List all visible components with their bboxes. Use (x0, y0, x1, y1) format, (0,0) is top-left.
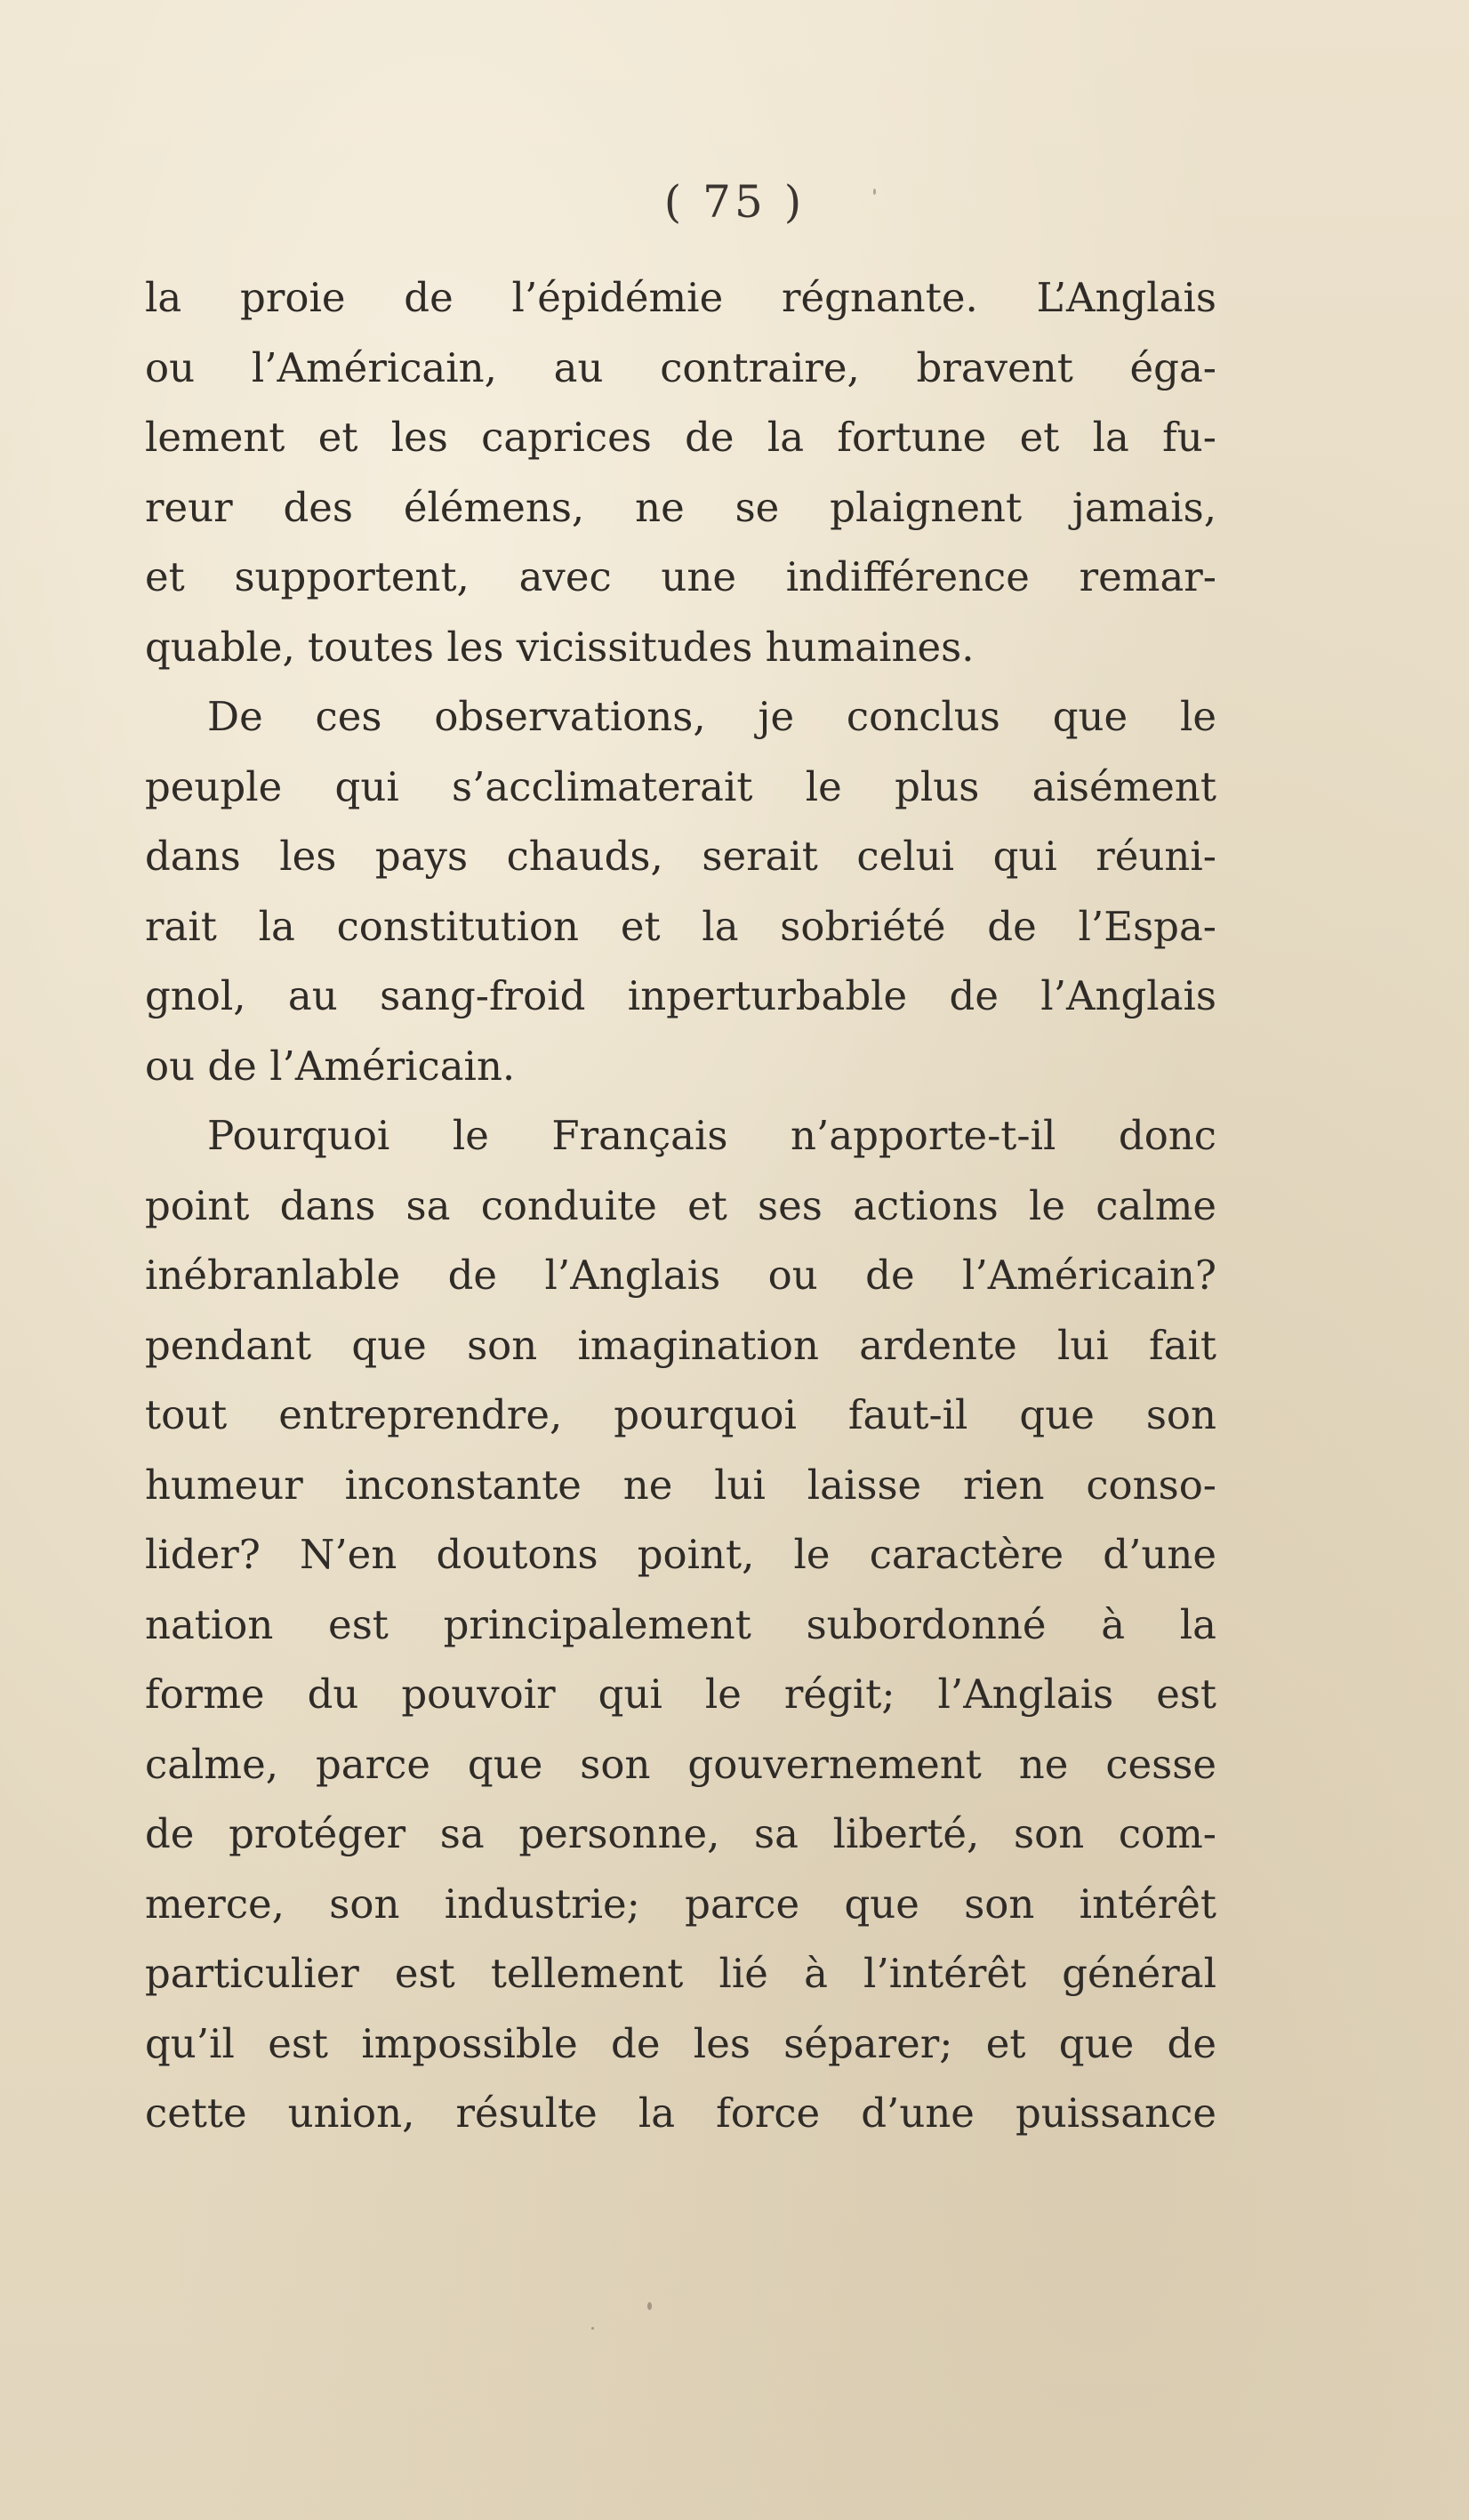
text-line: ou l’Américain, au contraire, bravent éga- (145, 343, 1216, 391)
text-line: la proie de l’épidémie régnante. L’Anglais (145, 274, 1216, 321)
text-line: forme du pouvoir qui le régit; l’Anglais est (145, 1671, 1216, 1718)
text-line: calme, parce que son gouvernement ne cesse (145, 1740, 1216, 1788)
text-line: ou de l’Américain. (145, 1042, 516, 1090)
text-line: point dans sa conduite et ses actions le calme (145, 1181, 1216, 1229)
body-text (145, 263, 1216, 2149)
text-line: dans les pays chauds, serait celui qui réuni- (145, 833, 1216, 880)
paper-speck (647, 2302, 652, 2310)
text-line: inébranlable de l’Anglais ou de l’Américain? (145, 1252, 1216, 1299)
text-line: tout entreprendre, pourquoi faut-il que son (145, 1391, 1216, 1438)
text-line: et supportent, avec une indifférence remar- (145, 553, 1216, 600)
paper-speck (591, 2327, 594, 2330)
text-line: quable, toutes les vicissitudes humaines. (145, 623, 975, 671)
text-line: Pourquoi le Français n’apporte-t-il donc (207, 1112, 1216, 1159)
text-line: pendant que son imagination ardente lui fait (145, 1321, 1216, 1369)
text-line: cette union, résulte la force d’une puissance (145, 2089, 1216, 2137)
paper-speck (873, 189, 876, 195)
text-line: rait la constitution et la sobriété de l’Espa- (145, 902, 1216, 950)
text-line: de protéger sa personne, sa liberté, son com- (145, 1810, 1216, 1857)
text-line: particulier est tellement lié à l’intérêt général (145, 1950, 1216, 1997)
text-line: lement et les caprices de la fortune et la fu- (145, 414, 1216, 461)
text-line: De ces observations, je conclus que le (207, 693, 1216, 740)
text-line: qu’il est impossible de les séparer; et que de (145, 2019, 1216, 2067)
text-line: nation est principalement subordonné à la (145, 1600, 1216, 1648)
text-line: lider? N’en doutons point, le caractère d’une (145, 1531, 1216, 1578)
text-line: merce, son industrie; parce que son intérêt (145, 1880, 1216, 1928)
text-line: humeur inconstante ne lui laisse rien conso- (145, 1461, 1216, 1509)
text-line: peuple qui s’acclimaterait le plus aisément (145, 762, 1216, 810)
page-number: ( 75 ) (663, 176, 806, 228)
text-line: gnol, au sang-froid inperturbable de l’Anglais (145, 972, 1216, 1019)
text-line: reur des élémens, ne se plaignent jamais, (145, 483, 1216, 531)
